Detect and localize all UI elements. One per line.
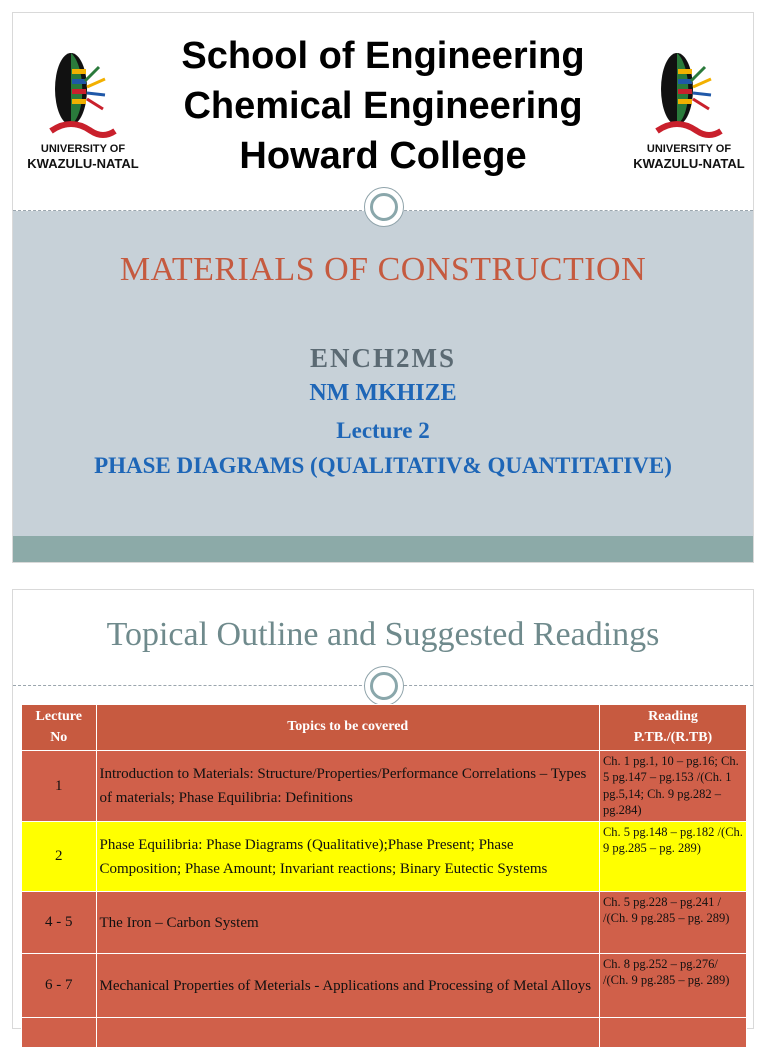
header-topics: Topics to be covered bbox=[96, 705, 599, 751]
lecture-number: Lecture 2 bbox=[336, 418, 430, 443]
slide-title: Topical Outline and Suggested Readings bbox=[106, 616, 660, 653]
ukzn-shield-icon bbox=[629, 39, 749, 143]
lecture-no-cell: 1 bbox=[22, 751, 97, 822]
divider-ring-icon bbox=[364, 187, 404, 227]
reading-cell: Ch. 1 pg.1, 10 – pg.16; Ch. 5 pg.147 – pg.153 /(Ch. 1 pg.5,14; Ch. 9 pg.282 – pg.284) bbox=[599, 751, 746, 822]
topic-cell: Introduction to Materials: Structure/Properties/Performance Correlations – Types of materials; Phase Equilibria: Definitions bbox=[96, 751, 599, 822]
table-row-partial bbox=[22, 1018, 747, 1048]
slide-header bbox=[13, 13, 753, 211]
topic-cell-empty bbox=[96, 1018, 599, 1048]
outline-slide bbox=[12, 589, 754, 1029]
table-row bbox=[22, 954, 747, 1018]
course-title: MATERIALS OF CONSTRUCTION bbox=[119, 251, 647, 288]
lecture-no-cell: 6 - 7 bbox=[22, 954, 97, 1018]
topic-cell: Mechanical Properties of Meterials - Applications and Processing of Metal Alloys bbox=[96, 954, 599, 1018]
header-lecture-no: Lecture No bbox=[22, 705, 97, 751]
lecture-topic: PHASE DIAGRAMS (QUALITATIV& QUANTITATIVE) bbox=[94, 453, 672, 478]
lecture-no-cell-empty bbox=[22, 1018, 97, 1048]
lecture-no-cell: 2 bbox=[22, 822, 97, 892]
table-header-row bbox=[22, 705, 747, 751]
reading-cell: Ch. 5 pg.228 – pg.241 / /(Ch. 9 pg.285 – pg. 289) bbox=[599, 892, 746, 954]
divider-ring-icon bbox=[364, 666, 404, 706]
reading-cell: Ch. 5 pg.148 – pg.182 /(Ch. 9 pg.285 – pg. 289) bbox=[599, 822, 746, 892]
header-reading: Reading P.TB./(R.TB) bbox=[599, 705, 746, 751]
heading-line-1: School of Engineering bbox=[181, 35, 585, 77]
title-slide bbox=[12, 12, 754, 563]
readings-table bbox=[21, 704, 747, 1048]
course-code: ENCH2MS bbox=[309, 343, 456, 373]
reading-cell: Ch. 8 pg.252 – pg.276/ /(Ch. 9 pg.285 – pg. 289) bbox=[599, 954, 746, 1018]
reading-cell-empty bbox=[599, 1018, 746, 1048]
lecturer-name: NM MKHIZE bbox=[309, 380, 457, 406]
lecture-no-cell: 4 - 5 bbox=[22, 892, 97, 954]
table-row bbox=[22, 892, 747, 954]
table-row bbox=[22, 751, 747, 822]
heading-line-3: Howard College bbox=[239, 135, 527, 177]
logo-line-1: UNIVERSITY OF bbox=[646, 143, 732, 155]
heading-line-2: Chemical Engineering bbox=[183, 85, 583, 127]
logo-line-1: UNIVERSITY OF bbox=[40, 143, 126, 155]
table-row-highlighted bbox=[22, 822, 747, 892]
ukzn-logo-right bbox=[629, 39, 749, 189]
topic-cell: Phase Equilibria: Phase Diagrams (Qualitative);Phase Present; Phase Composition; Phase Amount; Invariant reactions; Binary Eutectic Systems bbox=[96, 822, 599, 892]
footer-band bbox=[13, 536, 753, 562]
logo-line-2: KWAZULU-NATAL bbox=[633, 156, 745, 171]
topic-cell: The Iron – Carbon System bbox=[96, 892, 599, 954]
logo-line-2: KWAZULU-NATAL bbox=[27, 156, 139, 171]
